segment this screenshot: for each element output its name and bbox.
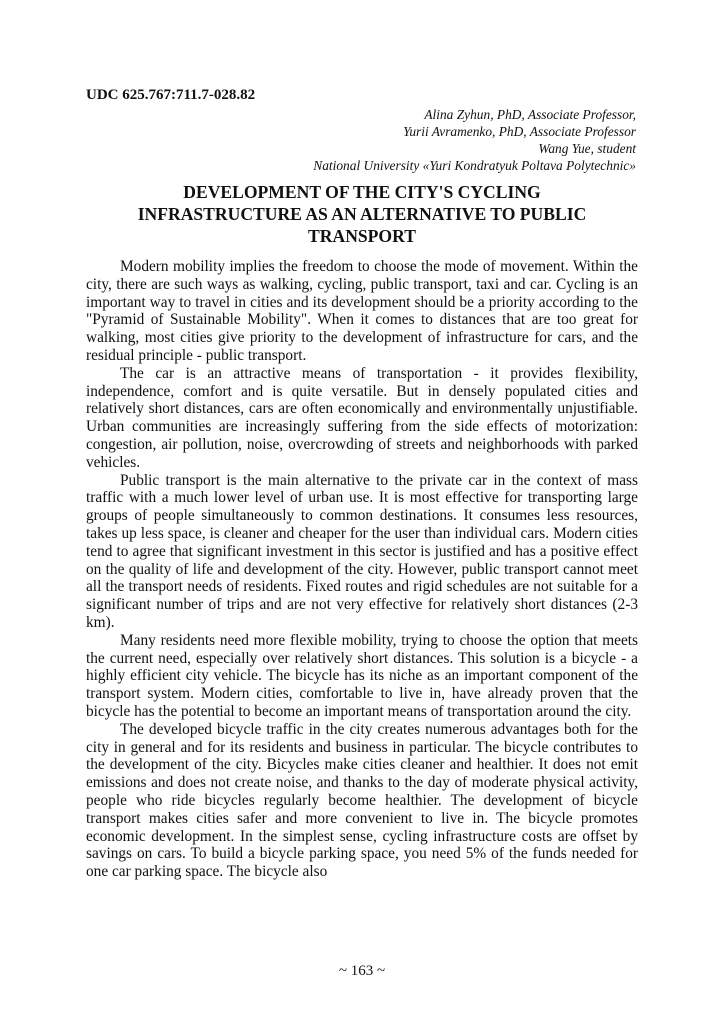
title-line: TRANSPORT (308, 226, 416, 246)
title-line: DEVELOPMENT OF THE CITY'S CYCLING (183, 182, 541, 202)
author-block (116, 106, 636, 174)
body-paragraph: Public transport is the main alternative to the private car in the context of mass traffic with a much lower level of urban use. It is most effective for transporting large groups of people simultaneously to common destinations. It consumes less resources, takes up less space, is cleaner and cheaper for the user than individual cars. Modern cities tend to agree that significant investment in this sector is justified and has a positive effect on the quality of life and development of the city. However, public transport cannot meet all the transport needs of residents. Fixed routes and rigid schedules are not suitable for a significant number of trips and are not very effective for relatively short distances (2-3 km). (86, 471, 638, 631)
author-line: Wang Yue, student (538, 141, 636, 156)
udc-code: UDC 625.767:711.7-028.82 (86, 87, 256, 103)
body-paragraph: Modern mobility implies the freedom to choose the mode of movement. Within the city, there are such ways as walking, cycling, public transport, taxi and car. Cycling is an important way to travel in cities and its development should be a priority according to the "Pyramid of Sustainable Mobility". When it comes to distances that are too great for walking, most cities give priority to the development of infrastructure for cars, and the residual principle - public transport. (86, 258, 638, 364)
body-paragraph: The car is an attractive means of transportation - it provides flexibility, independence, comfort and is quite versatile. But in densely populated cities and relatively short distances, cars are often economically and environmentally unjustifiable. Urban communities are increasingly suffering from the side effects of motorization: congestion, air pollution, noise, overcrowding of streets and neighborhoods with parked vehicles. (86, 364, 638, 471)
body-paragraph: Many residents need more flexible mobility, trying to choose the option that meets the current need, especially over relatively short distances. This solution is a bicycle - a highly efficient city vehicle. The bicycle has its niche as an important component of the transport system. Modern cities, comfortable to live in, have already proven that the bicycle has the potential to become an important means of transportation around the city. (86, 631, 638, 720)
title-line: INFRASTRUCTURE AS AN ALTERNATIVE TO PUBLIC (137, 204, 587, 224)
page-number: ~ 163 ~ (338, 963, 386, 979)
article-title (86, 181, 638, 247)
article-body (86, 258, 638, 881)
affiliation-line: National University «Yuri Kondratyuk Poltava Polytechnic» (313, 158, 636, 173)
author-line: Yurii Avramenko, PhD, Associate Professor (403, 124, 636, 139)
author-line: Alina Zyhun, PhD, Associate Professor, (424, 107, 636, 122)
body-paragraph: The developed bicycle traffic in the city creates numerous advantages both for the city in general and for its residents and business in particular. The bicycle contributes to the development of the city. Bicycles make cities cleaner and healthier. It does not emit emissions and does not create noise, and thanks to the day of moderate physical activity, people who ride bicycles regularly become healthier. The development of bicycle transport makes cities safer and more convenient to live in. The bicycle promotes economic development. In the simplest sense, cycling infrastructure costs are offset by savings on cars. To build a bicycle parking space, you need 5% of the funds needed for one car parking space. The bicycle also (86, 720, 638, 881)
